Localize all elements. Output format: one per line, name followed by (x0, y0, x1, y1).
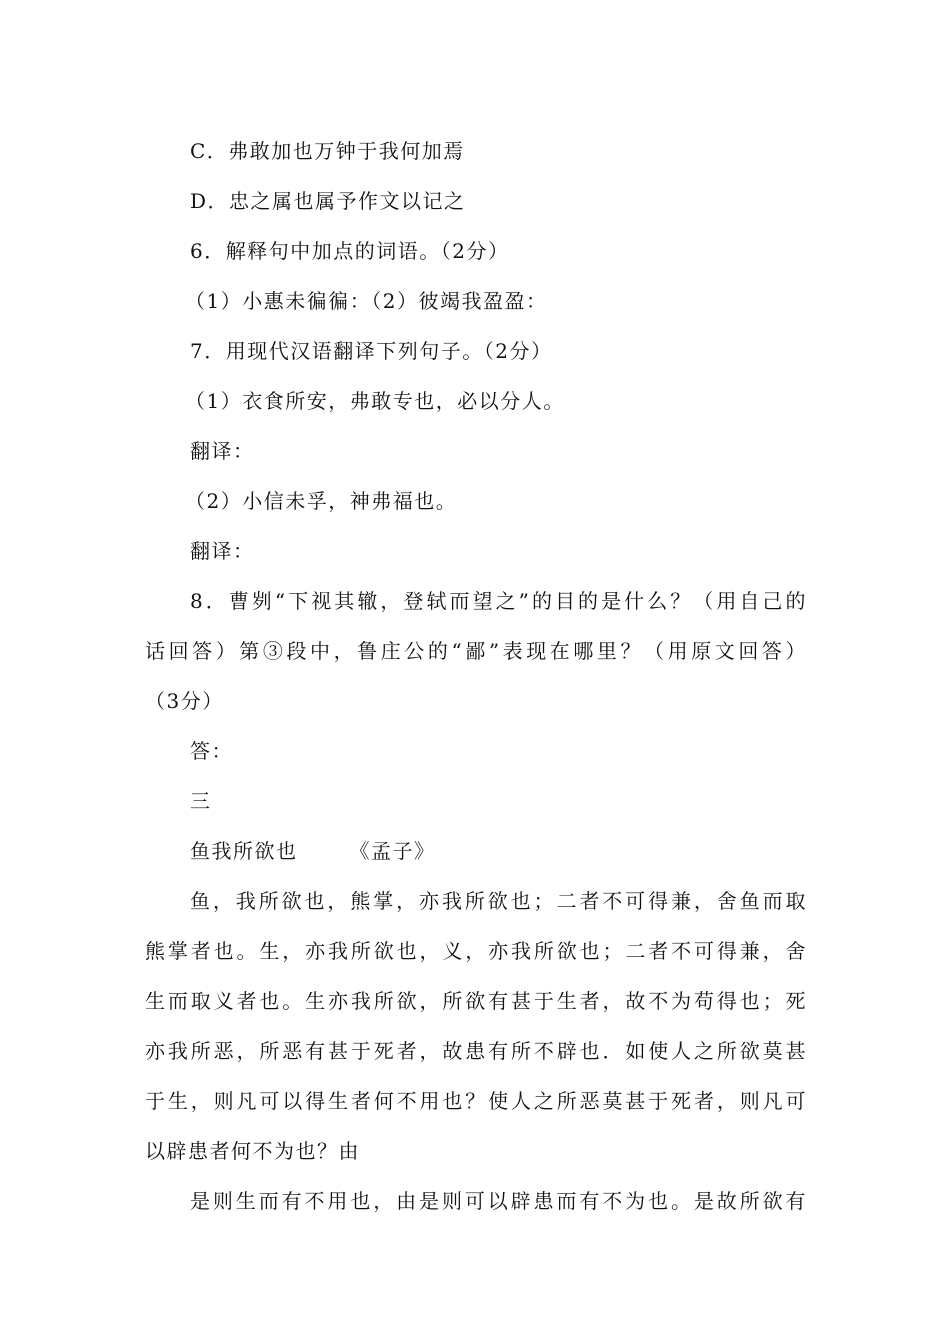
passage-line-3: 生而取义者也。生亦我所欲，所欲有甚于生者，故不为苟得也；死 (145, 989, 807, 1013)
question-7: 7．用现代汉语翻译下列句子。（2分） (190, 339, 553, 363)
translation-label-1: 翻译： (190, 439, 255, 463)
question-8-line-2: 话回答）第③段中，鲁庄公的“鄙”表现在哪里？（用原文回答） (145, 639, 807, 663)
question-7-item-2: （2）小信未孚，神弗福也。 (185, 489, 458, 513)
passage-line-6: 以辟患者何不为也？由 (145, 1139, 360, 1163)
passage-title: 鱼我所欲也 (190, 839, 298, 863)
question-8-points: （3分） (145, 689, 224, 713)
option-d: D．忠之属也属予作文以记之 (190, 189, 466, 213)
passage-line-2: 熊掌者也。生，亦我所欲也，义，亦我所欲也；二者不可得兼，舍 (145, 939, 807, 963)
passage-heading (190, 836, 852, 866)
passage-source: 《孟子》 (349, 839, 436, 863)
passage-line-4: 亦我所恶，所恶有甚于死者，故患有所不辟也．如使人之所欲莫甚 (145, 1039, 807, 1063)
translation-label-2: 翻译： (190, 539, 255, 563)
passage-line-1: 鱼，我所欲也，熊掌，亦我所欲也；二者不可得兼，舍鱼而取 (190, 889, 807, 913)
option-c: C．弗敢加也万钟于我何加焉 (190, 139, 465, 163)
section-number: 三 (190, 789, 212, 813)
passage-line-5: 于生，则凡可以得生者何不用也？使人之所恶莫甚于死者，则凡可 (145, 1089, 807, 1113)
question-6: 6．解释句中加点的词语。（2分） (190, 239, 510, 263)
question-7-item-1: （1）衣食所安，弗敢专也，必以分人。 (185, 389, 565, 413)
question-8-line-1: 8．曹刿“下视其辙，登轼而望之”的目的是什么？（用自己的 (190, 589, 807, 613)
passage-line-7: 是则生而有不用也，由是则可以辟患而有不为也。是故所欲有 (190, 1189, 807, 1213)
answer-label: 答： (190, 739, 233, 763)
question-6-items: （1）小惠未徧徧：（2）彼竭我盈盈： (185, 289, 548, 313)
